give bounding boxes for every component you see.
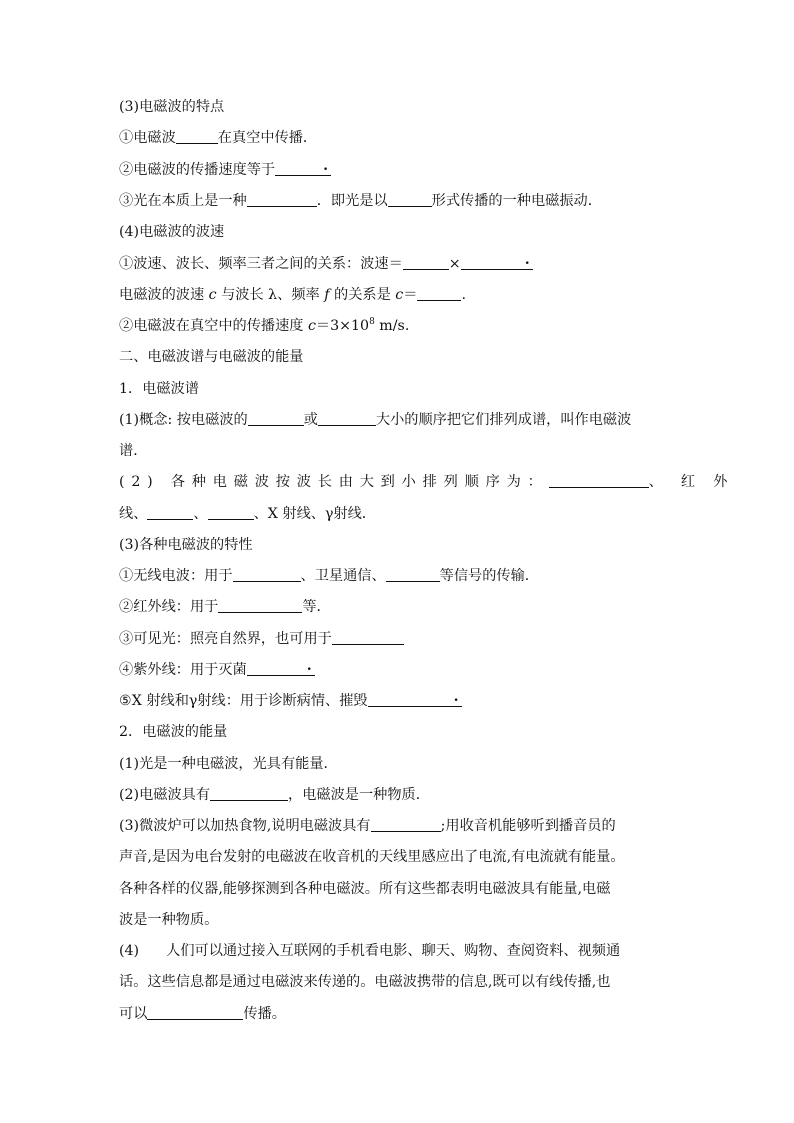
line-energy-3b: 声音,是因为电台发射的电磁波在收音机的天线里感应出了电流,有电流就有能量。 xyxy=(119,849,625,865)
blank-12[interactable] xyxy=(208,504,254,520)
blank-19[interactable] xyxy=(210,785,288,801)
blank-5[interactable] xyxy=(403,254,449,270)
line-energy-3a: (3)微波炉可以加热食物,说明电磁波具有 ;用收音机能够听到播音员的 xyxy=(119,818,616,834)
line-concept-cont: 谱． xyxy=(119,443,148,459)
blank-2[interactable] xyxy=(275,160,331,176)
blank-21[interactable] xyxy=(147,1004,243,1020)
line-energy-1: (1)光是一种电磁波，光具有能量． xyxy=(119,756,338,772)
blank-10[interactable] xyxy=(549,472,649,488)
blank-4[interactable] xyxy=(388,191,432,207)
line-ultraviolet: ④紫外线：用于灭菌. xyxy=(119,660,315,680)
line-visible: ③可见光：照亮自然界，也可用于 xyxy=(119,629,404,649)
line-order: (2) 各种电磁波按波长由大到小排列顺序为： 、 红 外 xyxy=(119,474,735,490)
line-energy-4a: (4) 人们可以通过接入互联网的手机看电影、聊天、购物、查阅资料、视频通 xyxy=(119,943,621,959)
line-energy-4b: 话。这些信息都是通过电磁波来传递的。电磁波携带的信息,既可以有线传播,也 xyxy=(119,974,611,990)
line-energy-2: (2)电磁波具有 ，电磁波是一种物质． xyxy=(119,787,430,803)
blank-3[interactable] xyxy=(247,191,317,207)
line-propagation: ①电磁波 在真空中传播． xyxy=(119,130,318,146)
line-order-cont: 线、 、 、X 射线、γ射线． xyxy=(119,506,376,522)
line-wave-relation: ①波速、波长、频率三者之间的关系：波速＝ ×. xyxy=(119,254,533,274)
line-xray: ⑤X 射线和γ射线：用于诊断病情、摧毁. xyxy=(119,691,462,711)
line-light-nature: ③光在本质上是一种 ．即光是以 形式传播的一种电磁振动． xyxy=(119,193,602,209)
line-radio: ①无线电波：用于 、卫星通信、 等信号的传输． xyxy=(119,568,539,584)
blank-11[interactable] xyxy=(147,504,193,520)
line-speed: ②电磁波的传播速度等于. xyxy=(119,160,331,180)
line-infrared: ②红外线：用于 等． xyxy=(119,599,331,615)
blank-13[interactable] xyxy=(233,566,301,582)
line-energy-3c: 各种各样的仪器,能够探测到各种电磁波。所有这些都表明电磁波具有能量,电磁 xyxy=(119,881,611,897)
line-energy-3d: 波是一种物质。 xyxy=(119,912,219,928)
line-energy-4c: 可以 传播。 xyxy=(119,1006,286,1022)
blank-7[interactable] xyxy=(417,285,461,301)
blank-18[interactable] xyxy=(368,691,462,707)
blank-1[interactable] xyxy=(176,128,218,144)
section3-heading: (3)电磁波的特点 xyxy=(119,99,225,115)
blank-8[interactable] xyxy=(248,410,304,426)
blank-20[interactable] xyxy=(371,816,441,832)
blank-9[interactable] xyxy=(318,410,376,426)
blank-16[interactable] xyxy=(332,629,404,645)
blank-17[interactable] xyxy=(247,660,315,676)
subheading-energy: 2．电磁波的能量 xyxy=(119,724,228,740)
blank-15[interactable] xyxy=(218,597,302,613)
line-vacuum-speed: ②电磁波在真空中的传播速度 $c=3\times 10^8$ m/s. xyxy=(119,317,410,334)
properties-heading: (3)各种电磁波的特性 xyxy=(119,537,253,553)
subheading-spectrum: 1．电磁波谱 xyxy=(119,381,199,397)
part2-heading: 二、电磁波谱与电磁波的能量 xyxy=(119,349,304,365)
blank-6[interactable] xyxy=(461,254,533,270)
blank-14[interactable] xyxy=(386,566,440,582)
section4-heading: (4)电磁波的波速 xyxy=(119,224,225,240)
line-wave-formula: 电磁波的波速 c 与波长 λ、频率 f 的关系是 c＝ . xyxy=(119,287,466,303)
line-concept: (1)概念: 按电磁波的 或 大小的顺序把它们排列成谱，叫作电磁波 xyxy=(119,412,632,428)
